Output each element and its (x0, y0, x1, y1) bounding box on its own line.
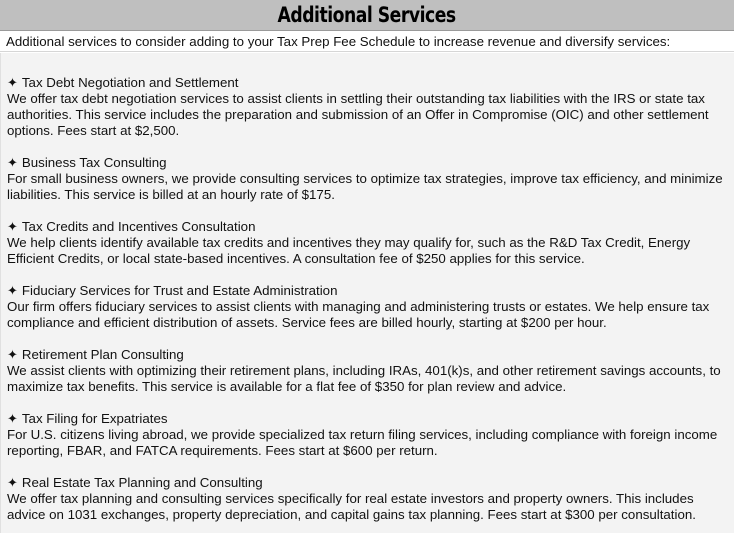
service-description: Our firm offers fiduciary services to assist clients with managing and administering trusts or estates. We help ensure tax compliance and efficient distribution of assets. Service fees are billed hourly, starting at $200 per hour. (7, 299, 710, 330)
intro-text: Additional services to consider adding to your Tax Prep Fee Schedule to increase revenue and diversify services: (6, 34, 671, 49)
service-description: We assist clients with optimizing their retirement plans, including IRAs, 401(k)s, and other retirement savings accounts, to maximize tax benefits. This service is available for a flat fee of $350 for plan review and advice. (7, 363, 721, 394)
service-description: For small business owners, we provide consulting services to optimize tax strategies, improve tax efficiency, and minimize liabilities. This service is billed at an hourly rate of $175. (7, 171, 723, 202)
sparkle-bullet-icon: ✦ (7, 411, 18, 426)
service-name: Fiduciary Services for Trust and Estate Administration (21, 283, 338, 298)
service-item (7, 347, 726, 395)
service-description: We offer tax planning and consulting services specifically for real estate investors and property owners. This includes advice on 1031 exchanges, property depreciation, and capital gains tax planning. Fees start at $300 per consultation. (7, 491, 696, 522)
title-cell[interactable] (0, 0, 734, 31)
sparkle-bullet-icon: ✦ (7, 283, 18, 298)
service-item (7, 155, 726, 203)
service-description: We offer tax debt negotiation services to assist clients in settling their outstanding tax liabilities with the IRS or state tax authorities. This service includes the preparation and submission of an Offer in Compromise (OIC) and other settlement options. Fees start at $2,500. (7, 91, 709, 138)
service-heading (7, 347, 726, 363)
sparkle-bullet-icon: ✦ (7, 155, 18, 170)
service-heading (7, 75, 726, 91)
sparkle-bullet-icon: ✦ (7, 75, 18, 90)
service-name: Real Estate Tax Planning and Consulting (21, 475, 263, 490)
service-name: Tax Debt Negotiation and Settlement (21, 75, 239, 90)
service-heading (7, 411, 726, 427)
service-description: We help clients identify available tax credits and incentives they may qualify for, such as the R&D Tax Credit, Energy Efficient Credits, or local state-based incentives. A consultation fee of $250 applies for this service. (7, 235, 691, 266)
service-name: Business Tax Consulting (21, 155, 167, 170)
service-heading (7, 475, 726, 491)
sparkle-bullet-icon: ✦ (7, 475, 18, 490)
service-item (7, 75, 726, 139)
service-heading (7, 283, 726, 299)
service-item (7, 283, 726, 331)
service-item (7, 411, 726, 459)
sparkle-bullet-icon: ✦ (7, 347, 18, 362)
service-item (7, 475, 726, 523)
service-item (7, 219, 726, 267)
services-cell[interactable] (0, 53, 734, 533)
service-name: Tax Credits and Incentives Consultation (21, 219, 256, 234)
service-heading (7, 219, 726, 235)
service-description: For U.S. citizens living abroad, we provide specialized tax return filing services, including compliance with foreign income reporting, FBAR, and FATCA requirements. Fees start at $600 per return. (7, 427, 718, 458)
intro-cell[interactable] (0, 31, 734, 52)
service-heading (7, 155, 726, 171)
page-title: Additional Services (277, 3, 457, 27)
sparkle-bullet-icon: ✦ (7, 219, 18, 234)
service-name: Tax Filing for Expatriates (21, 411, 168, 426)
service-name: Retirement Plan Consulting (21, 347, 184, 362)
